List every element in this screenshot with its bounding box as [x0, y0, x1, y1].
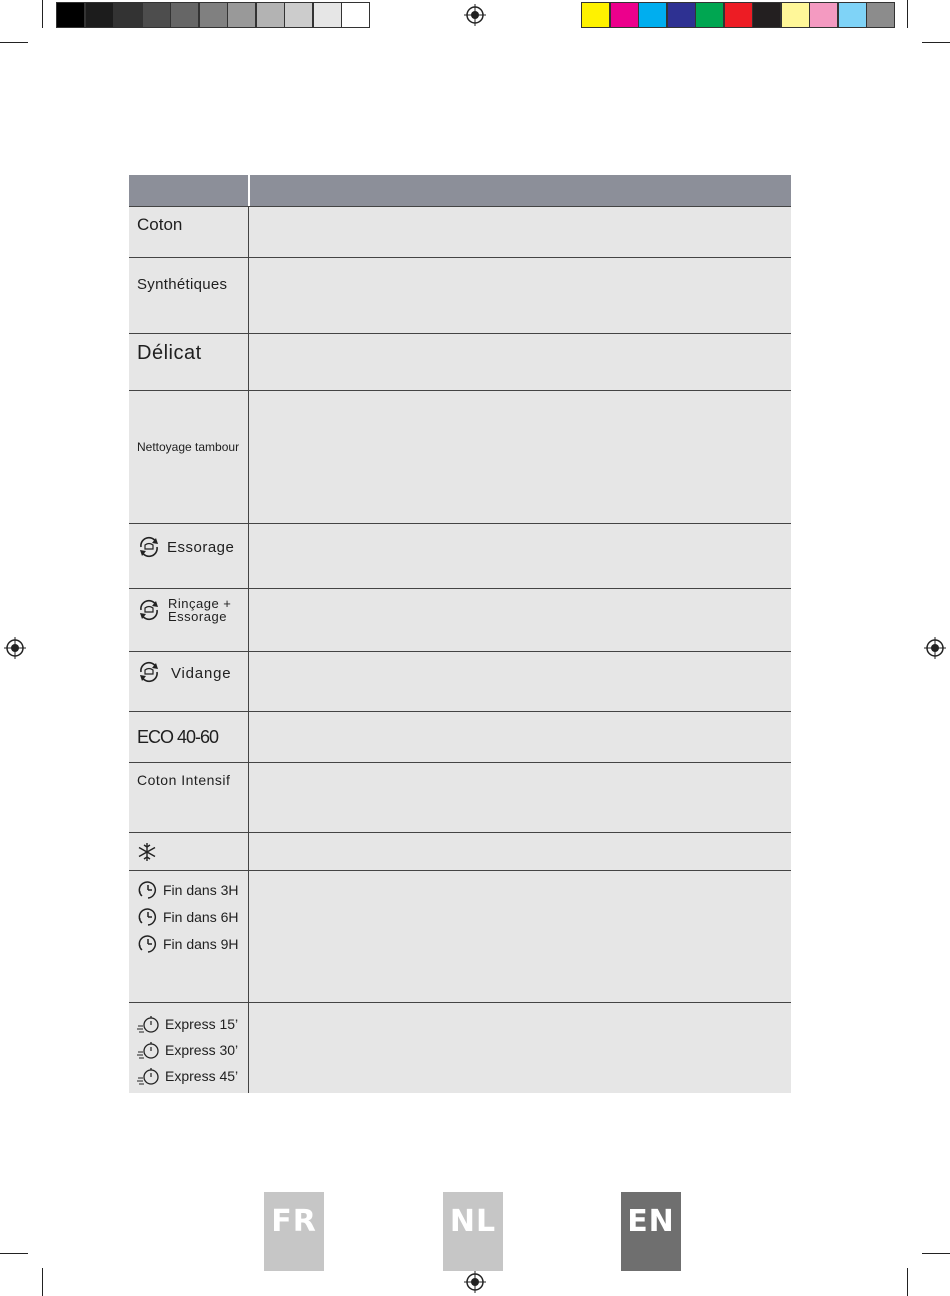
- gray-swatch: [56, 2, 85, 28]
- timer-icon: [137, 906, 159, 928]
- color-swatch: [752, 2, 781, 28]
- table-row: [129, 651, 791, 711]
- spin-icon: [136, 534, 162, 560]
- delay-option: [137, 933, 238, 955]
- language-tab-nl[interactable]: NL: [443, 1192, 503, 1271]
- crop-mark: [42, 0, 43, 28]
- registration-mark-icon: [4, 637, 26, 659]
- program-label: Synthétiques: [137, 276, 228, 293]
- program-label: Nettoyage tambour: [137, 440, 240, 454]
- color-swatch: [809, 2, 838, 28]
- snowflake-icon: [137, 842, 157, 862]
- timer-icon: [137, 933, 159, 955]
- spin-icon: [136, 597, 162, 623]
- express-icon: [137, 1040, 161, 1060]
- table-row: [129, 333, 791, 390]
- color-swatch: [838, 2, 867, 28]
- delay-option: [137, 879, 238, 901]
- color-swatch: [781, 2, 810, 28]
- crop-mark: [922, 42, 950, 43]
- crop-mark: [922, 1253, 950, 1254]
- description-cell: [249, 207, 791, 257]
- express-icon: [137, 1014, 161, 1034]
- description-cell: [249, 652, 791, 711]
- delay-option-label: Fin dans 6H: [163, 909, 239, 925]
- express-option-label: Express 45’: [165, 1068, 239, 1084]
- express-option: [137, 1066, 238, 1086]
- description-cell: [249, 763, 791, 832]
- table-row: [129, 1002, 791, 1093]
- gray-swatch: [341, 2, 370, 28]
- gray-swatch: [284, 2, 313, 28]
- description-cell: [249, 833, 791, 870]
- gray-swatch: [170, 2, 199, 28]
- program-label: Vidange: [171, 665, 232, 682]
- table-row: [129, 390, 791, 523]
- table-row: [129, 870, 791, 1002]
- description-cell: [249, 1003, 791, 1093]
- header-cell-program: [129, 175, 250, 206]
- description-cell: [249, 334, 791, 390]
- table-row: [129, 762, 791, 832]
- color-swatch: [695, 2, 724, 28]
- timer-icon: [137, 879, 159, 901]
- registration-mark-icon: [464, 1271, 486, 1293]
- gray-swatch: [142, 2, 171, 28]
- delay-option-label: Fin dans 3H: [163, 882, 239, 898]
- color-swatch: [667, 2, 696, 28]
- gray-swatch: [199, 2, 228, 28]
- gray-swatch: [313, 2, 342, 28]
- table-header: [129, 175, 791, 206]
- crop-mark: [907, 0, 908, 28]
- table-row: [129, 832, 791, 870]
- express-option: [137, 1014, 238, 1034]
- program-label: Coton: [137, 215, 183, 234]
- color-swatch: [724, 2, 753, 28]
- gray-swatch: [227, 2, 256, 28]
- gray-swatch: [113, 2, 142, 28]
- express-option-label: Express 15’: [165, 1016, 239, 1032]
- program-label: ECO 40-60: [137, 727, 219, 747]
- color-swatch: [866, 2, 895, 28]
- crop-mark: [42, 1268, 43, 1296]
- delay-option: [137, 906, 238, 928]
- color-swatch: [581, 2, 610, 28]
- spin-icon: [136, 659, 162, 685]
- registration-mark-icon: [924, 637, 946, 659]
- crop-mark: [0, 42, 28, 43]
- crop-mark: [907, 1268, 908, 1296]
- description-cell: [249, 712, 791, 762]
- description-cell: [249, 871, 791, 1002]
- program-label-line2: Essorage: [168, 609, 227, 624]
- table-row: [129, 588, 791, 651]
- description-cell: [249, 258, 791, 333]
- table-row: [129, 257, 791, 333]
- program-table: [129, 175, 791, 1093]
- color-swatch: [638, 2, 667, 28]
- language-tab-fr[interactable]: FR: [264, 1192, 324, 1271]
- table-row: [129, 206, 791, 257]
- crop-mark: [0, 1253, 28, 1254]
- registration-mark-icon: [464, 4, 486, 26]
- program-label: Coton Intensif: [137, 772, 231, 788]
- delay-option-label: Fin dans 9H: [163, 936, 239, 952]
- express-option: [137, 1040, 238, 1060]
- express-icon: [137, 1066, 161, 1086]
- program-label: Essorage: [167, 539, 235, 556]
- description-cell: [249, 524, 791, 588]
- program-label-line1: Rinçage +: [168, 596, 232, 611]
- table-row: [129, 711, 791, 762]
- language-tab-en[interactable]: EN: [621, 1192, 681, 1271]
- table-row: [129, 523, 791, 588]
- gray-swatch: [256, 2, 285, 28]
- program-label: Délicat: [137, 342, 202, 364]
- description-cell: [249, 391, 791, 523]
- gray-swatch: [85, 2, 114, 28]
- description-cell: [249, 589, 791, 651]
- color-swatch: [610, 2, 639, 28]
- express-option-label: Express 30’: [165, 1042, 239, 1058]
